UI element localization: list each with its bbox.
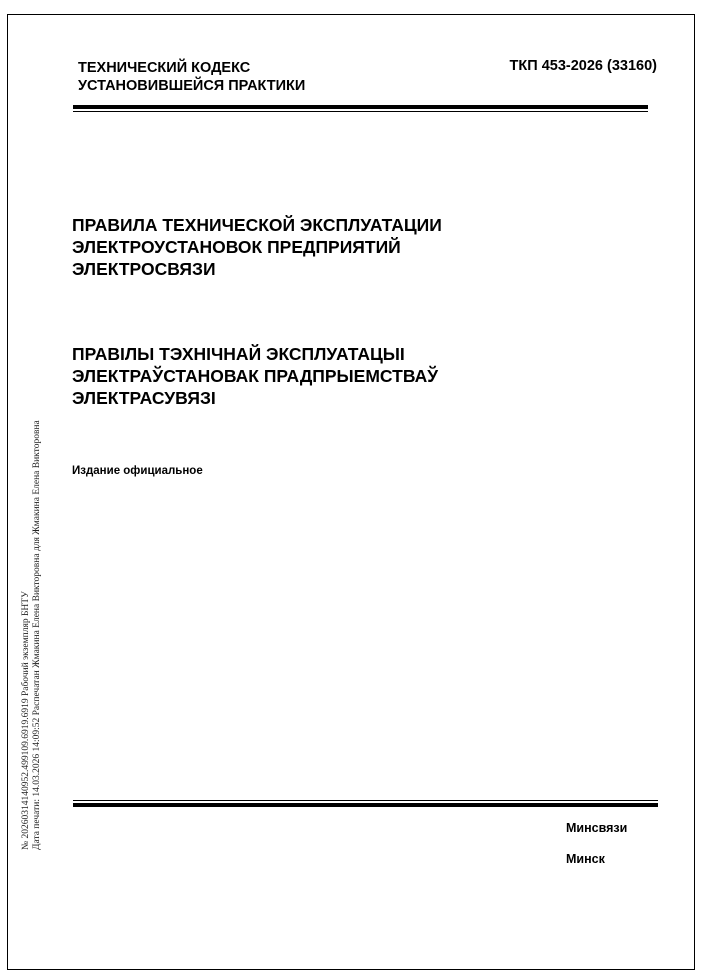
title-belarusian [72,343,438,409]
title-russian [72,214,442,280]
title-belarusian-line-1: ПРАВIЛЫ ТЭХНIЧНАЙ ЭКСПЛУАТАЦЫI [72,344,405,364]
edition-label: Издание официальное [72,465,203,477]
document-type-line-1: ТЕХНИЧЕСКИЙ КОДЕКС [78,60,251,76]
document-type-heading [78,59,305,95]
title-belarusian-line-3: ЭЛЕКТРАСУВЯЗI [72,388,216,408]
publisher-name: Минсвязи [566,821,628,835]
document-type-line-2: УСТАНОВИВШЕЙСЯ ПРАКТИКИ [78,78,306,94]
print-stamp [21,420,43,850]
footer-rule-thin [73,800,658,801]
footer-rule-thick [73,803,658,807]
document-number: ТКП 453-2026 (33160) [509,58,657,74]
title-russian-line-1: ПРАВИЛА ТЕХНИЧЕСКОЙ ЭКСПЛУАТАЦИИ [72,215,442,235]
print-stamp-line-2: Дата печати: 14.03.2026 14:09:52 Распечатан Жмакина Елена Викторовна для Жмакина Елена Викторовна [32,420,42,850]
header-rule-thin [73,111,648,112]
header-rule-thick [73,105,648,109]
publication-city: Минск [566,852,605,866]
title-russian-line-3: ЭЛЕКТРОСВЯЗИ [72,259,216,279]
print-stamp-line-1: № 20260314140952.499109.6919.6919 Рабочий экземпляр БНТУ [21,591,31,850]
title-russian-line-2: ЭЛЕКТРОУСТАНОВОК ПРЕДПРИЯТИЙ [72,237,401,257]
title-belarusian-line-2: ЭЛЕКТРАЎСТАНОВАК ПРАДПРЫЕМСТВАЎ [72,366,439,386]
